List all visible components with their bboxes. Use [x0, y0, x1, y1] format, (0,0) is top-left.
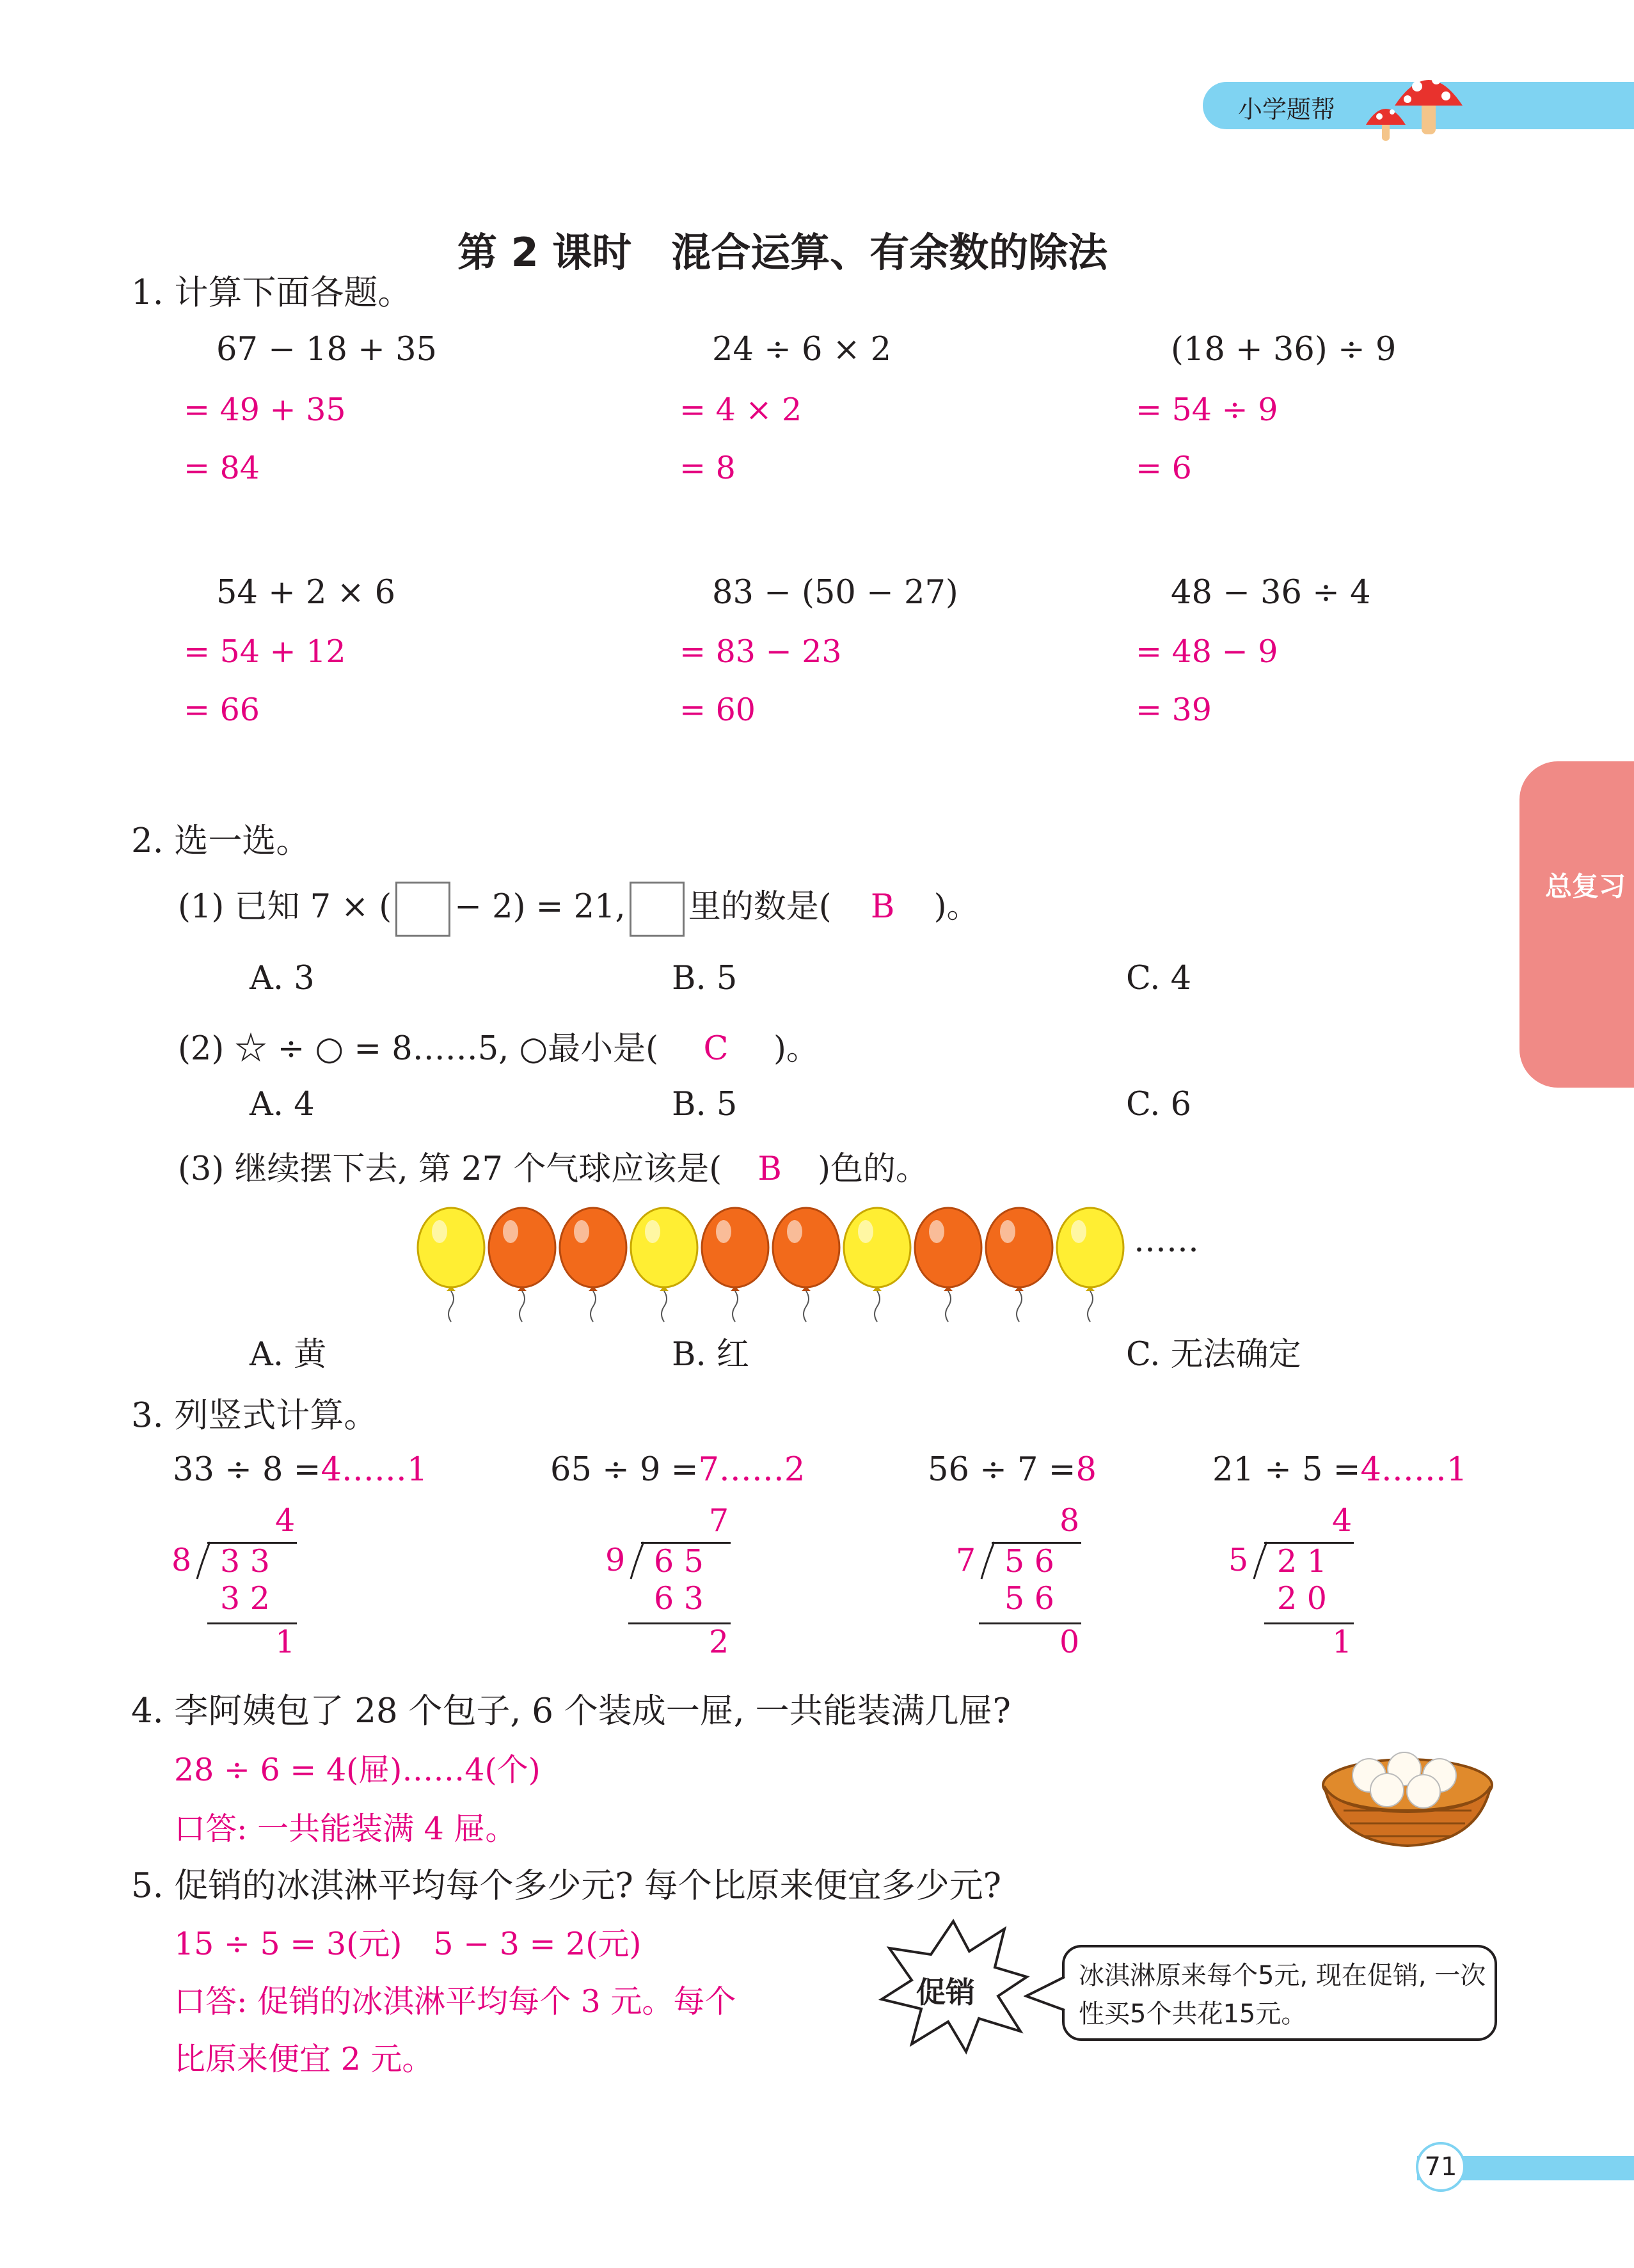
q2-part3-end: )色的。 — [818, 1150, 928, 1188]
q2-part2-option-c: C. 6 — [1126, 1086, 1192, 1123]
blank-box — [395, 882, 450, 937]
ld-remainder: 1 — [275, 1624, 296, 1660]
q3-expr-text: 56 ÷ 7 = — [928, 1451, 1076, 1489]
ld-product: 3 2 — [220, 1580, 270, 1617]
ld-dividend: 2 1 — [1277, 1543, 1327, 1580]
q3-expr-4 — [1212, 1451, 1467, 1489]
q3-expr-text: 65 ÷ 9 = — [550, 1451, 699, 1489]
q3-expr-answer: 7……2 — [698, 1451, 805, 1489]
q2-part3 — [178, 1142, 928, 1189]
q4-calc: 28 ÷ 6 = 4(屉)……4(个) — [174, 1752, 541, 1788]
q1-expr-6: 48 − 36 ÷ 4 — [1171, 574, 1371, 612]
ld-bracket — [630, 1541, 647, 1580]
q2-part3-option-c: C. 无法确定 — [1126, 1336, 1301, 1374]
ld-bracket — [980, 1541, 998, 1580]
q3-expr-answer: 8 — [1075, 1451, 1097, 1489]
q3-heading: 3. 列竖式计算。 — [131, 1396, 378, 1435]
ld-remainder: 1 — [1332, 1624, 1352, 1660]
long-division-2 — [605, 1502, 759, 1669]
ld-dividend: 6 5 — [654, 1543, 704, 1580]
ld-dividend: 5 6 — [1004, 1543, 1054, 1580]
ld-bracket — [1253, 1541, 1271, 1580]
orange-balloon — [915, 1208, 981, 1322]
q2-part1-text-d: )。 — [933, 888, 980, 926]
q3-expr-2 — [550, 1451, 805, 1489]
q3-expr-text: 33 ÷ 8 = — [173, 1451, 321, 1489]
promo-label: 促销 — [916, 1975, 975, 2010]
section-tab[interactable] — [1519, 761, 1634, 1088]
orange-balloon — [986, 1208, 1052, 1322]
q2-heading: 2. 选一选。 — [131, 821, 310, 860]
ld-quotient: 7 — [709, 1502, 729, 1539]
q2-part2-end: )。 — [773, 1030, 819, 1068]
ld-divisor: 9 — [605, 1542, 626, 1578]
balloon-ellipsis: …… — [1134, 1222, 1199, 1260]
blank-box — [630, 882, 685, 937]
q3-expr-3 — [928, 1451, 1097, 1489]
q5-heading: 5. 促销的冰淇淋平均每个多少元? 每个比原来便宜多少元? — [131, 1866, 1002, 1905]
q2-part1-option-a: A. 3 — [250, 960, 315, 997]
q5-answer-line2: 比原来便宜 2 元。 — [174, 2041, 434, 2077]
q1-expr-5: 83 − (50 − 27) — [712, 574, 958, 612]
q2-part3-option-a: A. 黄 — [250, 1336, 327, 1374]
q2-part3-option-b: B. 红 — [672, 1336, 749, 1374]
q1-step1-6: = 48 − 9 — [1136, 633, 1278, 670]
q1-step2-4: = 66 — [184, 692, 260, 728]
ld-divisor: 8 — [171, 1542, 192, 1578]
q2-part1-text-c: 里的数是( — [688, 888, 832, 926]
q2-part1-text-b: − 2) = 21, — [454, 888, 626, 926]
page-number: 71 — [1416, 2142, 1466, 2192]
q4-heading: 4. 李阿姨包了 28 个包子, 6 个装成一屉, 一共能装满几屉? — [131, 1692, 1011, 1731]
ld-product: 5 6 — [1004, 1580, 1054, 1617]
q2-part3-answer: B — [758, 1150, 782, 1188]
price-callout — [1062, 1945, 1497, 2041]
q1-step2-5: = 60 — [679, 692, 756, 728]
q2-part2-option-b: B. 5 — [672, 1086, 738, 1123]
q2-part3-text: (3) 继续摆下去, 第 27 个气球应该是( — [178, 1150, 722, 1188]
steamed-buns-basket-icon — [1318, 1740, 1497, 1855]
q3-expr-answer: 4……1 — [1360, 1451, 1468, 1489]
ld-remainder: 0 — [1059, 1624, 1080, 1660]
ld-product: 2 0 — [1277, 1580, 1327, 1617]
q1-step2-6: = 39 — [1136, 692, 1212, 728]
q5-calc: 15 ÷ 5 = 3(元) 5 − 3 = 2(元) — [174, 1926, 642, 1962]
orange-balloon — [773, 1208, 839, 1322]
q1-step2-1: = 84 — [184, 450, 260, 486]
q1-step1-4: = 54 + 12 — [184, 633, 346, 670]
q5-answer-line1: 口答: 促销的冰淇淋平均每个 3 元。每个 — [174, 1983, 736, 2020]
ld-divisor: 7 — [956, 1542, 976, 1578]
q2-part1-option-b: B. 5 — [672, 960, 738, 997]
price-callout-text: 冰淇淋原来每个5元, 现在促销, 一次性买5个共花15元。 — [1079, 1961, 1486, 2029]
q2-part2-text: (2) ☆ ÷ ○ = 8……5, ○最小是( — [178, 1030, 658, 1068]
q1-step2-3: = 6 — [1136, 450, 1192, 486]
orange-balloon — [702, 1208, 768, 1322]
q2-part2 — [178, 1022, 819, 1069]
q1-expr-3: (18 + 36) ÷ 9 — [1171, 331, 1397, 369]
yellow-balloon — [844, 1208, 910, 1322]
ld-quotient: 4 — [1332, 1502, 1352, 1539]
q1-expr-1: 67 − 18 + 35 — [216, 331, 437, 369]
q1-step1-5: = 83 − 23 — [679, 633, 842, 670]
yellow-balloon — [631, 1208, 697, 1322]
orange-balloon — [560, 1208, 626, 1322]
orange-balloon — [489, 1208, 555, 1322]
q2-part1-answer: B — [870, 888, 895, 926]
q2-part2-answer: C — [703, 1030, 729, 1068]
q3-expr-text: 21 ÷ 5 = — [1212, 1451, 1361, 1489]
long-division-1 — [171, 1502, 325, 1669]
mushroom-icon — [1356, 58, 1471, 147]
balloon-row — [416, 1203, 1158, 1337]
q2-part1 — [178, 880, 980, 937]
q2-part1-text-a: (1) 已知 7 × ( — [178, 888, 392, 926]
q1-step1-3: = 54 ÷ 9 — [1136, 392, 1278, 428]
ld-quotient: 4 — [275, 1502, 296, 1539]
ld-bracket — [196, 1541, 214, 1580]
brand-label: 小学题帮 — [1238, 95, 1336, 123]
q1-step2-2: = 8 — [679, 450, 736, 486]
long-division-4 — [1228, 1502, 1382, 1669]
lesson-title: 第 2 课时 混合运算、有余数的除法 — [457, 229, 1108, 276]
q1-step1-2: = 4 × 2 — [679, 392, 802, 428]
callout-pointer — [1024, 1971, 1066, 2015]
long-division-3 — [956, 1502, 1109, 1669]
q1-heading: 1. 计算下面各题。 — [131, 273, 412, 312]
ld-quotient: 8 — [1059, 1502, 1080, 1539]
section-tab-label: 总复习 — [1545, 871, 1626, 902]
q1-expr-2: 24 ÷ 6 × 2 — [712, 331, 892, 369]
ld-product: 6 3 — [654, 1580, 704, 1617]
q2-part2-option-a: A. 4 — [250, 1086, 315, 1123]
ld-dividend: 3 3 — [220, 1543, 270, 1580]
ld-remainder: 2 — [709, 1624, 729, 1660]
q2-part1-option-c: C. 4 — [1126, 960, 1192, 997]
q4-answer: 口答: 一共能装满 4 屉。 — [174, 1811, 517, 1847]
yellow-balloon — [418, 1208, 484, 1322]
q3-expr-1 — [173, 1451, 427, 1489]
q1-step1-1: = 49 + 35 — [184, 392, 346, 428]
ld-divisor: 5 — [1228, 1542, 1249, 1578]
q3-expr-answer: 4……1 — [321, 1451, 428, 1489]
q1-expr-4: 54 + 2 × 6 — [216, 574, 396, 612]
yellow-balloon — [1057, 1208, 1123, 1322]
